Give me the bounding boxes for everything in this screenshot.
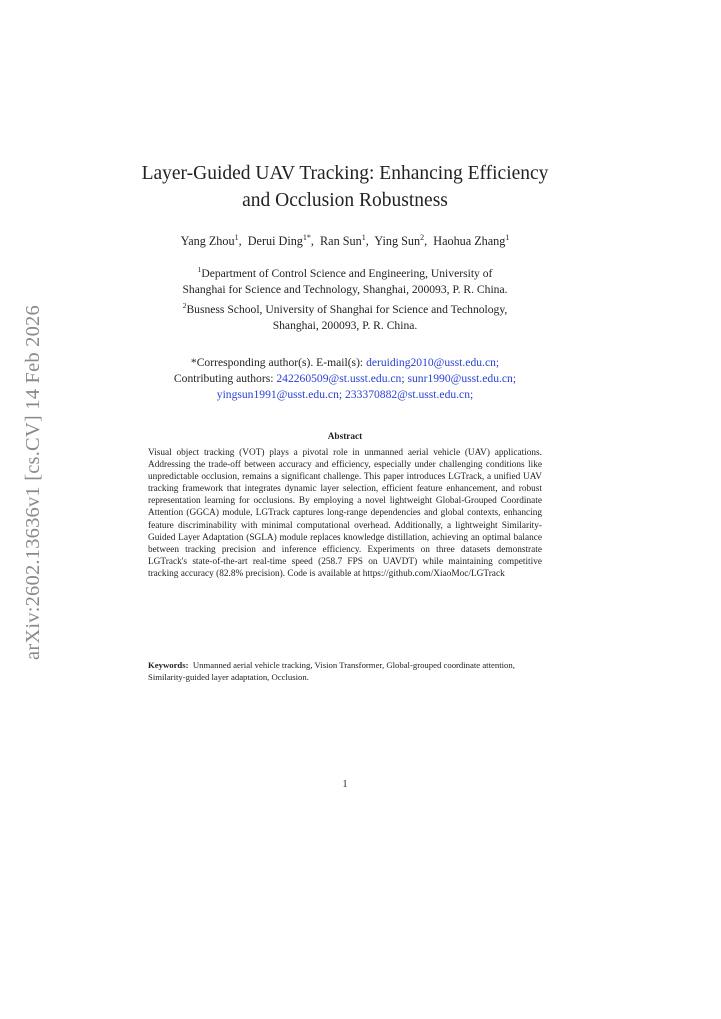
corresponding-label: *Corresponding author(s). E-mail(s): — [190, 356, 367, 369]
keywords — [148, 660, 542, 683]
keywords-text: Unmanned aerial vehicle tracking, Vision Transformer, Global-grouped coordinate attention, Similarity-guided layer adaptation, Occlusion. — [148, 660, 515, 682]
author-affiliation-mark: 2 — [420, 233, 425, 242]
abstract-heading: Abstract — [327, 432, 363, 442]
contributing-authors-line-2 — [100, 387, 590, 403]
author-name: Derui Ding — [247, 234, 303, 249]
corresponding-email-link[interactable]: deruiding2010@usst.edu.cn; — [366, 356, 500, 369]
author-affiliation-mark: 1 — [234, 233, 239, 242]
title-line-1: Layer-Guided UAV Tracking: Enhancing Efficiency — [141, 163, 549, 184]
author-name: Ying Sun — [374, 234, 421, 249]
arxiv-identifier-stamp — [21, 296, 45, 668]
author-affiliation-mark: 1* — [302, 233, 311, 242]
corresponding-author-line — [100, 355, 590, 371]
page-number: 1 — [342, 779, 348, 790]
author-affiliation-mark: 1 — [505, 233, 510, 242]
arxiv-stamp-text: arXiv:2602.13636v1 [cs.CV] 14 Feb 2026 — [21, 304, 44, 660]
affiliation-2-line-1: Busness School, University of Shanghai for Science and Technology, — [186, 302, 508, 316]
affiliation-mark: 1 — [197, 265, 202, 274]
author-name: Yang Zhou — [180, 234, 235, 249]
abstract-body: Visual object tracking (VOT) plays a pivotal role in unmanned aerial vehicle (UAV) applications. Addressing the trade-off between accuracy and efficiency, especially under challenging conditions like unpredictable occlusion, remains a significant challenge. This paper introduces LGTrack, a unified UAV tracking framework that integrates dynamic layer selection, efficient feature enhancement, and robust representation learning for occlusions. By employing a novel lightweight Global-Grouped Coordinate Attention (GGCA) module, LGTrack captures long-range dependencies and global contexts, enhancing feature discriminability with minimal computational overhead. Additionally, a lightweight Similarity-Guided Layer Adaptation (SGLA) module replaces knowledge distillation, achieving an optimal balance between tracking precision and inference efficiency. Experiments on three datasets demonstrate LGTrack's state-of-the-art real-time speed (258.7 FPS on UAVDT) while maintaining competitive tracking accuracy (82.8% precision). Code is available at https://github.com/XiaoMoc/LGTrack — [148, 448, 542, 579]
contributing-email-link[interactable]: 242260509@st.usst.edu.cn; — [276, 372, 405, 385]
paper-title — [120, 160, 570, 214]
contributing-label: Contributing authors: — [173, 372, 277, 385]
contact-emails — [100, 355, 590, 403]
title-line-2: and Occlusion Robustness — [242, 190, 448, 211]
affiliations — [110, 262, 580, 334]
author-name: Ran Sun — [320, 234, 362, 249]
contributing-authors-line — [100, 371, 590, 387]
author-name: Haohua Zhang — [433, 234, 506, 249]
affiliation-2 — [110, 298, 580, 318]
author-list: Yang Zhou$^1$, Derui Ding$^{1*}$, Ran Sun$^1$, Ying Sun$^2$, Haohua Zhang$^1$ — [180, 233, 510, 249]
affiliation-1 — [110, 262, 580, 282]
keywords-label: Keywords: — [148, 660, 189, 670]
affiliation-1-line-1: Department of Control Science and Engineering, University of — [201, 266, 493, 280]
contributing-email-link[interactable]: yingsun1991@usst.edu.cn; — [216, 388, 343, 401]
affiliation-mark: 2 — [182, 300, 187, 310]
affiliation-1-line-2: Shanghai for Science and Technology, Shanghai, 200093, P. R. China. — [182, 282, 508, 296]
contributing-email-link[interactable]: 233370882@st.usst.edu.cn; — [345, 388, 474, 401]
contributing-email-link[interactable]: sunr1990@usst.edu.cn; — [407, 372, 517, 385]
affiliation-2-line-2: Shanghai, 200093, P. R. China. — [272, 318, 418, 332]
author-affiliation-mark: 1 — [361, 233, 366, 242]
